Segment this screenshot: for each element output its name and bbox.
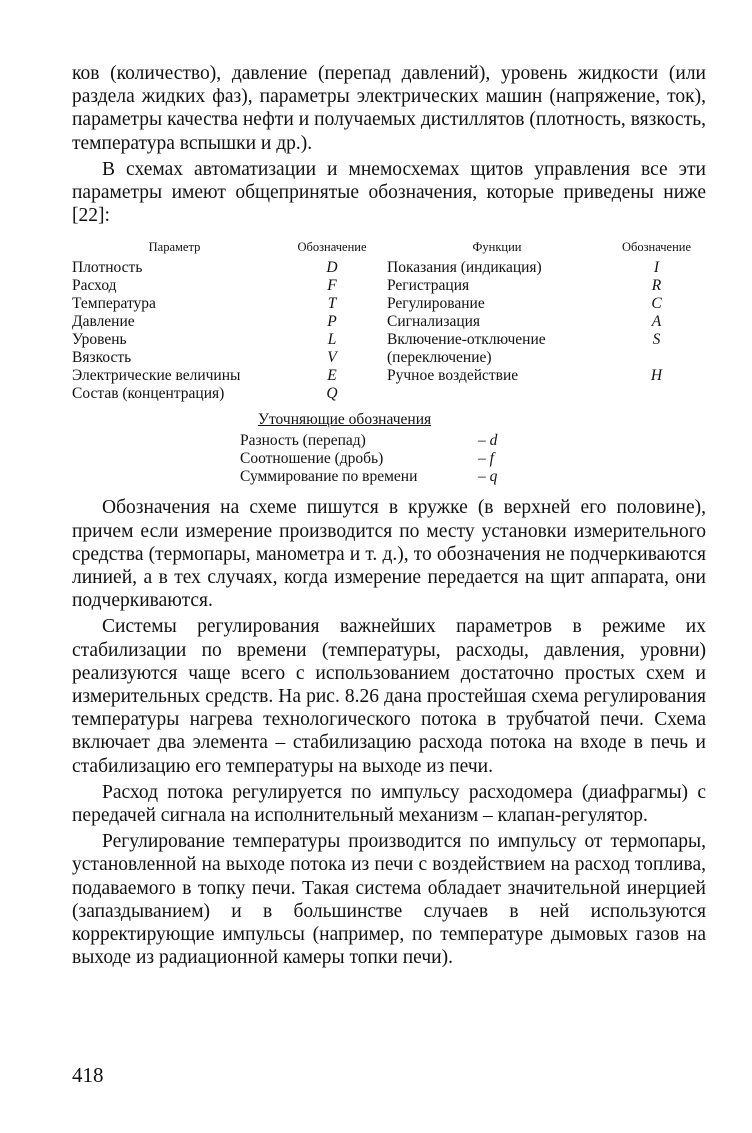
page-number: 418 (72, 1063, 104, 1087)
clarifying-row (240, 450, 706, 468)
function-cell: Ручное воздействие (387, 367, 519, 385)
paragraph-regulation-systems: Системы регулирования важнейших параметров в режиме их стабилизации по времени (температуры, расходы, давления, уровни) реализуются чаще всего с использованием достаточно простых схем и измерительных средств. На рис. 8.26 дана простейшая схема регулирования температуры нагрева технологического потока в трубчатой печи. Схема включает два элемента – стабилизацию расхода потока на входе в печь и стабилизацию его температуры на выходе из печи. (72, 616, 706, 777)
function-cell: Показания (индикация) (387, 259, 542, 277)
table-row (72, 259, 706, 277)
function-symbol-cell (607, 385, 706, 403)
parameter-symbol-cell: E (327, 367, 337, 385)
table-header-row (72, 238, 706, 259)
clarifying-designations (240, 411, 706, 486)
header-designation: Обозначение (297, 240, 367, 255)
parameter-symbol-cell: L (327, 331, 337, 349)
clarifying-list (240, 432, 706, 486)
table-row (72, 313, 706, 331)
parameter-cell: Расход (72, 277, 117, 295)
function-cell: (переключение) (387, 349, 492, 367)
function-cell (387, 385, 607, 403)
parameter-cell: Состав (концентрация) (72, 385, 225, 403)
parameter-symbol-cell: V (327, 349, 337, 367)
function-symbol-cell: H (650, 367, 663, 385)
parameter-cell: Давление (72, 313, 135, 331)
parameter-symbol-cell: T (327, 295, 337, 313)
paragraph-notation: Обозначения на схеме пишутся в кружке (в верхней его половине), причем если измерение производится по месту установки измерительного средства (термопары, манометра и т. д.), то обозначения не подчеркиваются линией, а в тех случаях, когда измерение передается на щит аппарата, они подчеркиваются. (72, 497, 706, 612)
function-symbol-cell (607, 349, 706, 367)
parameter-symbol-cell: P (327, 313, 337, 331)
table-row (72, 295, 706, 313)
function-cell: Регистрация (387, 277, 470, 295)
table-row (72, 331, 706, 349)
clarifying-label: Суммирование по времени (240, 468, 418, 486)
table-row (72, 385, 706, 403)
table-row (72, 277, 706, 295)
parameter-symbol-cell: Q (326, 385, 338, 403)
paragraph-temperature-regulation: Регулирование температуры производится по импульсу от термопары, установленной на выходе потока из печи с воздействием на расход топлива, подаваемого в топку печи. Такая система обладает значительной инерцией (запаздыванием) и в большинстве случаев в ней используются корректирующие импульсы (например, по температуре дымовых газов на выходе из радиационной камеры топки печи). (72, 831, 706, 969)
header-function-designation: Обозначение (621, 240, 692, 255)
clarifying-symbol-letter: f (489, 450, 494, 468)
function-cell: Сигнализация (387, 313, 481, 331)
table-row (72, 367, 706, 385)
page-content (72, 62, 706, 969)
parameter-cell: Плотность (72, 259, 143, 277)
clarifying-row (240, 432, 706, 450)
parameter-cell: Уровень (72, 331, 127, 349)
function-cell: Регулирование (387, 295, 485, 313)
function-symbol-cell: S (652, 331, 661, 349)
clarifying-symbol-letter: d (489, 432, 498, 450)
parameter-symbol-cell: F (327, 277, 337, 295)
function-symbol-cell: A (651, 313, 662, 331)
header-functions: Функции (472, 240, 522, 255)
function-cell: Включение-отключение (387, 331, 546, 349)
paragraph-designations-intro: В схемах автоматизации и мнемосхемах щитов управления все эти параметры имеют общепринятые обозначения, которые приведены ниже [22]: (72, 158, 706, 227)
parameter-cell: Вязкость (72, 349, 132, 367)
clarifying-symbol: – d (478, 432, 498, 450)
clarifying-symbol: – f (478, 450, 494, 468)
function-symbol-cell: C (651, 295, 662, 313)
table-row (72, 349, 706, 367)
parameter-cell: Температура (72, 295, 156, 313)
table-body (72, 259, 706, 403)
parameter-symbol-cell: D (326, 259, 338, 277)
clarifying-row (240, 468, 706, 486)
clarifying-symbol-letter: q (489, 468, 498, 486)
designations-table (72, 238, 706, 403)
clarifying-label: Соотношение (дробь) (240, 450, 384, 468)
parameter-cell: Электрические величины (72, 367, 241, 385)
clarifying-label: Разность (перепад) (240, 432, 366, 450)
paragraph-flow-regulation: Расход потока регулируется по импульсу расходомера (диафрагмы) с передачей сигнала на исполнительный механизм – клапан-регулятор. (72, 781, 706, 827)
paragraph-intro-continuation: ков (количество), давление (перепад давлений), уровень жидкости (или раздела жидких фаз), параметры электрических машин (напряжение, ток), параметры качества нефти и получаемых дистиллятов (плотность, вязкость, температура вспышки и др.). (72, 63, 706, 154)
header-parameter: Параметр (148, 240, 201, 255)
function-symbol-cell: R (651, 277, 662, 295)
clarifying-symbol: – q (478, 468, 498, 486)
clarifying-title: Уточняющие обозначения (258, 411, 432, 429)
function-symbol-cell: I (653, 259, 660, 277)
